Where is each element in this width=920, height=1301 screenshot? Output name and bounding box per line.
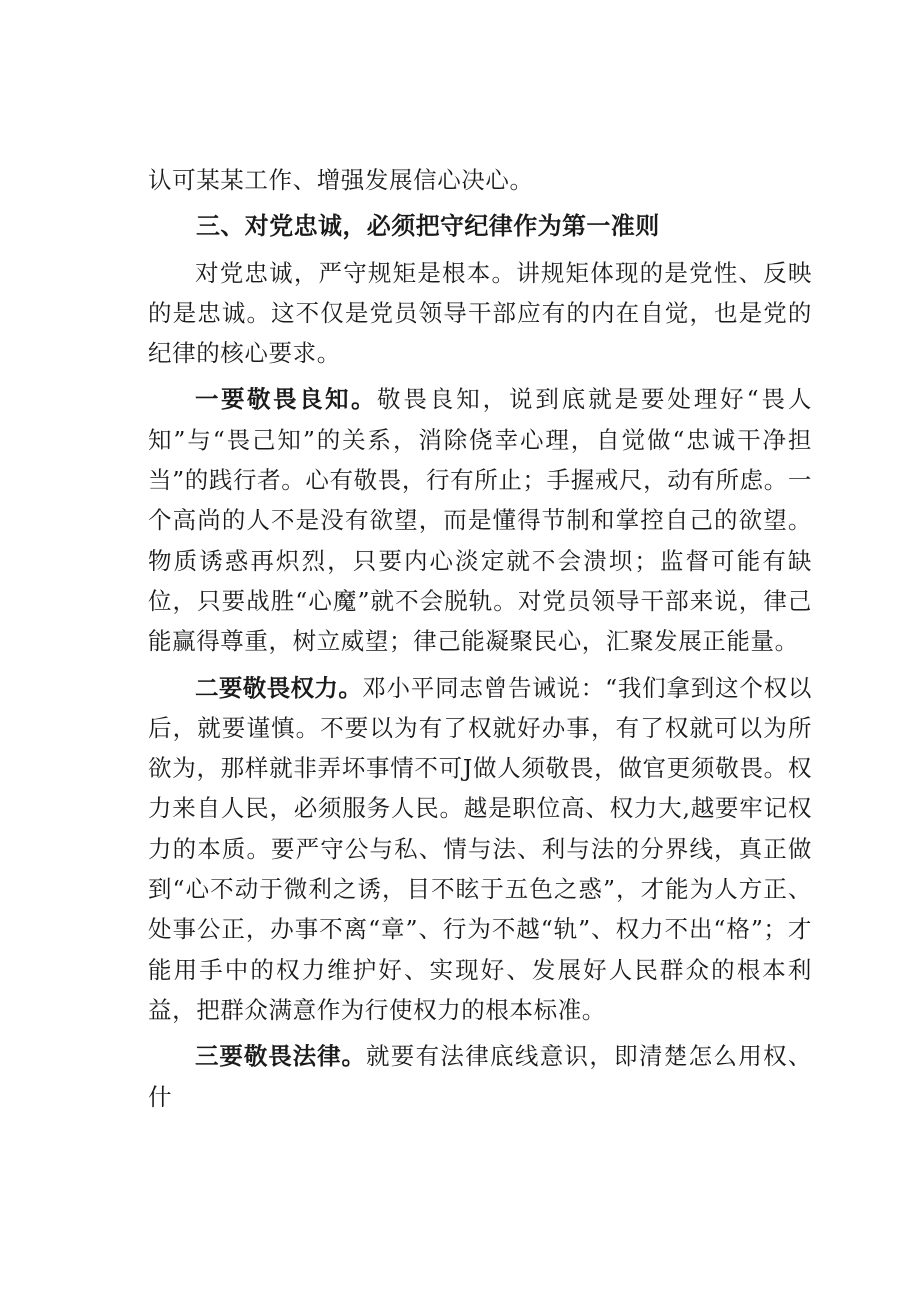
point-lead-conscience: 一要敬畏良知。 [195, 385, 377, 414]
continuation-paragraph: 认可某某工作、增强发展信心决心。 [148, 166, 534, 194]
point-body-law: 就要有法律底线意识，即清楚怎么用权、什 [148, 1042, 812, 1111]
point-paragraph-law [148, 1036, 812, 1117]
section-heading: 三、对党忠诚，必须把守纪律作为第一准则 [196, 212, 660, 241]
point-lead-law: 三要敬畏法律。 [195, 1042, 366, 1071]
point-body-power: 邓小平同志曾告诫说：“我们拿到这个权以后，就要谨慎。不要以为有了权就好办事，有了权就可以为所欲为，那样就非弄坏事情不可J做人须敬畏，做官更须敬畏。权力来自人民，必须服务人民。越是职位高、权力大,越要牢记权力的本质。要严守公与私、情与法、利与法的分界线，真正做到“心不动于微利之诱，目不眩于五色之惑”，才能为人方正、处事公正，办事不离“章”、行为不越“轨”、权力不出“格”；才能用手中的权力维护好、实现好、发展好人民群众的根本利益，把群众满意作为行使权力的根本标准。 [148, 673, 812, 1024]
point-paragraph-conscience [148, 379, 812, 661]
intro-paragraph: 对党忠诚，严守规矩是根本。讲规矩体现的是党性、反映的是忠诚。这不仅是党员领导干部应有的内在自觉，也是党的纪律的核心要求。 [148, 258, 812, 368]
point-body-conscience: 敬畏良知，说到底就是要处理好“畏人知”与“畏己知”的关系，消除侥幸心理，自觉做“忠诚干净担当”的践行者。心有敬畏，行有所止；手握戒尺，动有所虑。一个高尚的人不是没有欲望，而是懂得节制和掌控自己的欲望。物质诱惑再炽烈，只要内心淡定就不会溃坝；监督可能有缺位，只要战胜“心魔”就不会脱轨。对党员领导干部来说，律己能赢得尊重，树立威望；律己能凝聚民心，汇聚发展正能量。 [148, 385, 812, 656]
point-paragraph-power [148, 668, 812, 1031]
document-body [148, 160, 812, 1123]
point-lead-power: 二要敬畏权力。 [195, 673, 363, 702]
